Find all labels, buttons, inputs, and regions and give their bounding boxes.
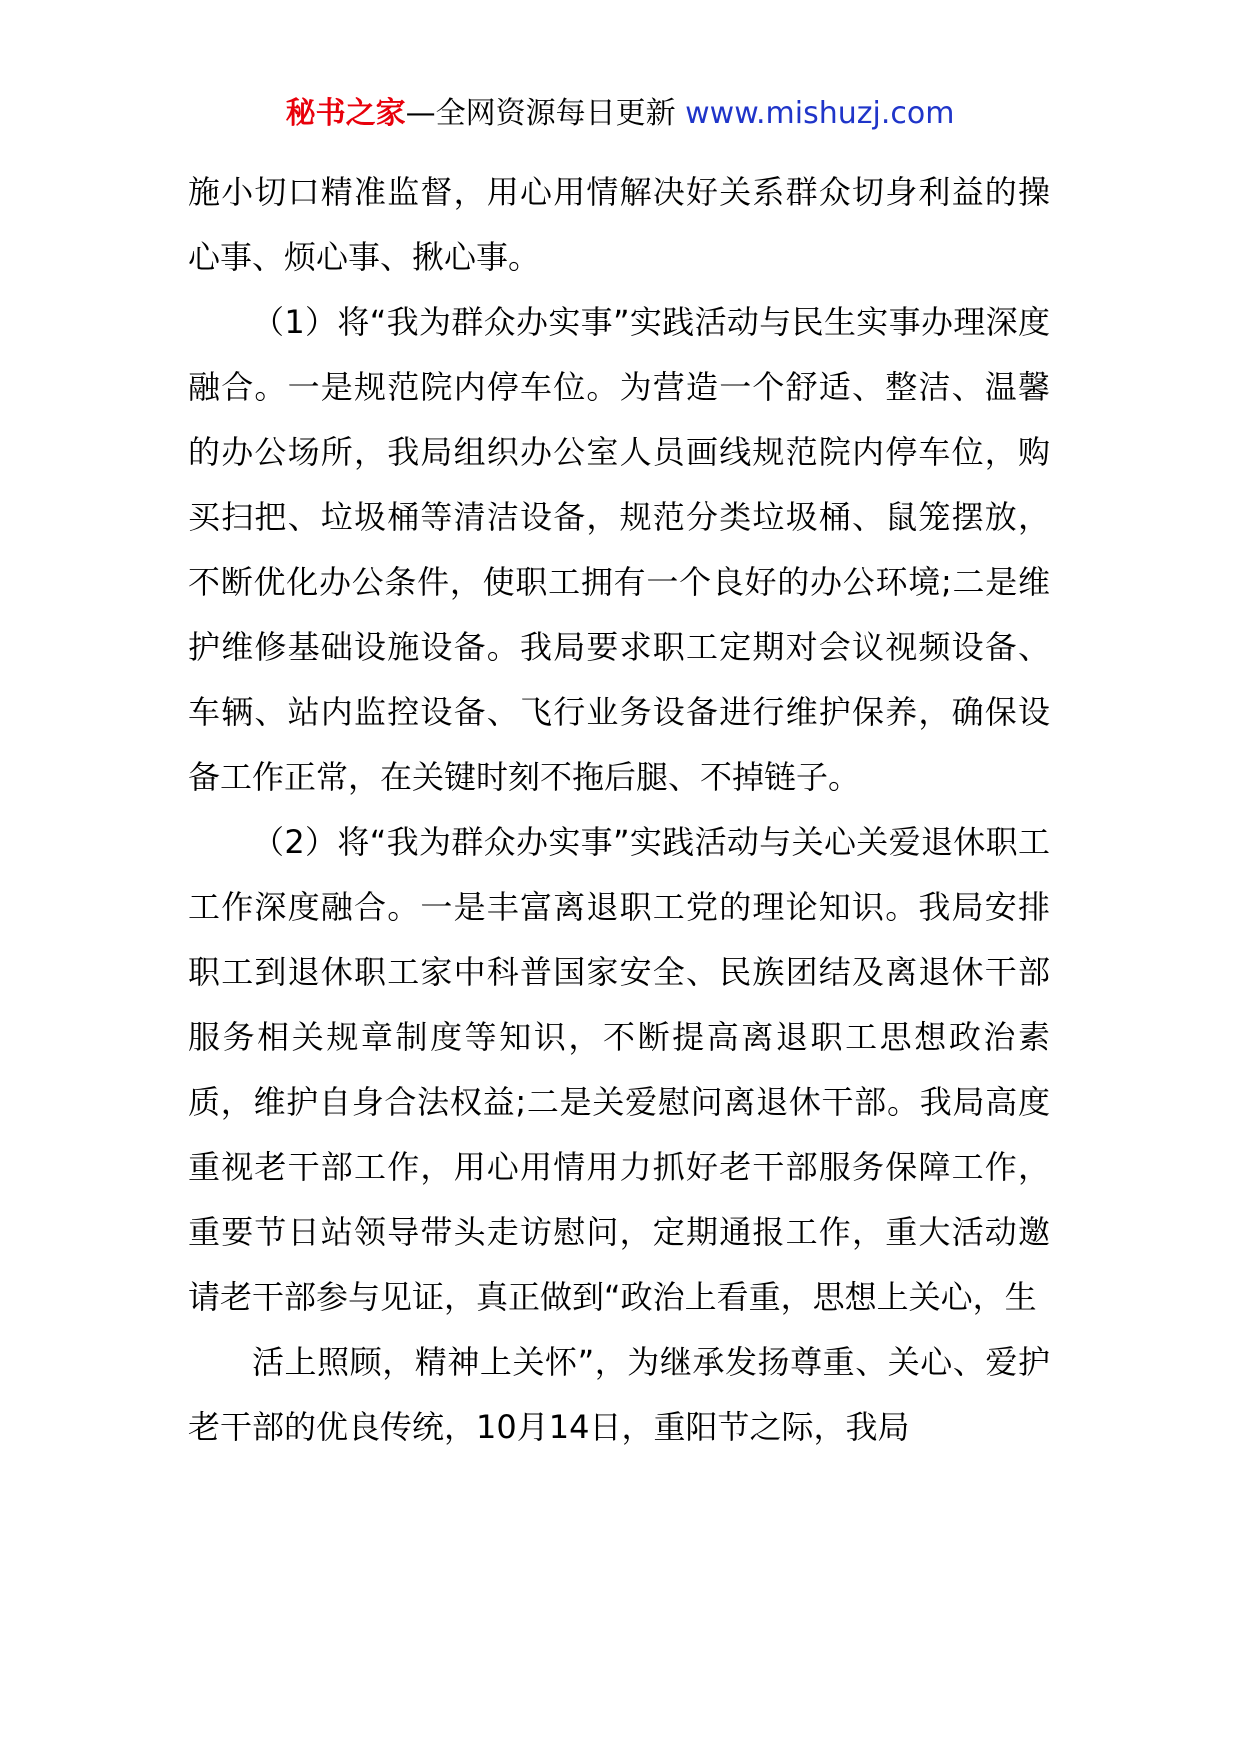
site-url-link[interactable]: www.mishuzj.com bbox=[685, 96, 955, 131]
paragraph-continuation: 施小切口精准监督，用心用情解决好关系群众切身利益的操心事、烦心事、揪心事。 bbox=[188, 173, 1050, 276]
paragraph-continued: 活上照顾，精神上关怀”，为继承发扬尊重、关心、爱护老干部的优良传统，10月14日，重阳节之际，我局 bbox=[188, 1343, 1050, 1446]
document-body bbox=[188, 160, 1050, 1460]
site-tagline: —全网资源每日更新 bbox=[405, 96, 686, 131]
paragraph-item-1: （1）将“我为群众办实事”实践活动与民生实事办理深度融合。一是规范院内停车位。为营造一个舒适、整洁、温馨的办公场所，我局组织办公室人员画线规范院内停车位，购买扫把、垃圾桶等清洁设备，规范分类垃圾桶、鼠笼摆放，不断优化办公条件，使职工拥有一个良好的办公环境;二是维护维修基础设施设备。我局要求职工定期对会议视频设备、车辆、站内监控设备、飞行业务设备进行维护保养，确保设备工作正常，在关键时刻不拖后腿、不掉链子。 bbox=[188, 303, 1050, 796]
site-brand: 秘书之家 bbox=[285, 96, 406, 131]
page-header bbox=[0, 94, 1240, 134]
paragraph-item-2: （2）将“我为群众办实事”实践活动与关心关爱退休职工工作深度融合。一是丰富离退职工党的理论知识。我局安排职工到退休职工家中科普国家安全、民族团结及离退休干部服务相关规章制度等知识，不断提高离退职工思想政治素质，维护自身合法权益;二是关爱慰问离退休干部。我局高度重视老干部工作，用心用情用力抓好老干部服务保障工作，重要节日站领导带头走访慰问，定期通报工作，重大活动邀请老干部参与见证，真正做到“政治上看重，思想上关心，生 bbox=[188, 823, 1050, 1316]
